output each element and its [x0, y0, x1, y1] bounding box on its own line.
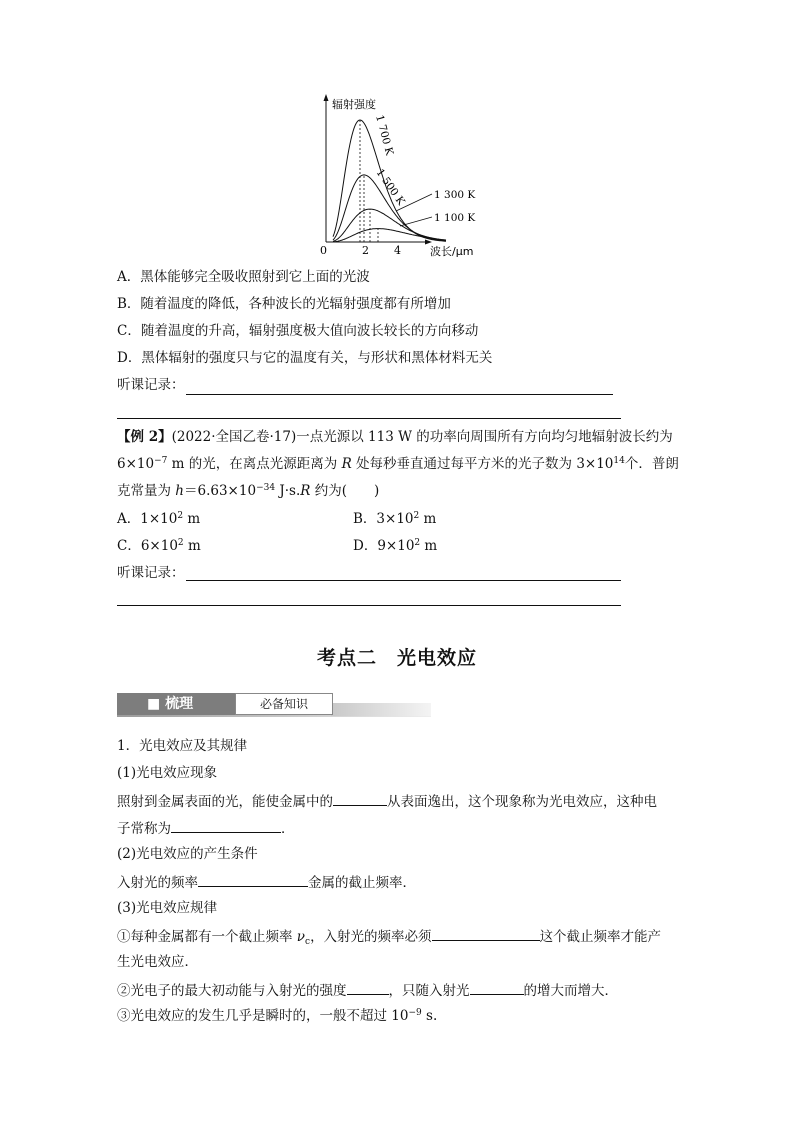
- y-axis-label: 辐射强度: [332, 98, 376, 111]
- ex2-notes-label: 听课记录：: [117, 565, 185, 581]
- ex2-option-b-exp: 2: [413, 511, 420, 521]
- ex2-option-d-exp: 2: [414, 538, 421, 548]
- tag-review: [117, 693, 235, 715]
- ex2-exp-1: −7: [154, 456, 168, 466]
- ex2-exp-2: 14: [613, 456, 625, 466]
- ex2-option-a-unit: m: [183, 511, 201, 527]
- blank-4[interactable]: [432, 926, 540, 941]
- tag-fade: [331, 703, 431, 716]
- ex2-line-1: [117, 428, 673, 446]
- ex2-text-1: (2022·全国乙卷·17)一点光源以 113 W 的功率向周围所有方向均匀地辐射波长约为: [171, 429, 673, 445]
- x-tick-2: 2: [362, 244, 369, 257]
- ex2-option-b: [353, 510, 436, 528]
- r2-text-c: 的增大而增大．: [523, 983, 618, 999]
- ex2-text-3c: J·s.: [275, 483, 301, 499]
- x-tick-4: 4: [394, 244, 401, 257]
- s2-text-a: 入射光的频率: [117, 875, 198, 891]
- blank-6[interactable]: [470, 980, 524, 995]
- blank-2[interactable]: [171, 818, 281, 833]
- x-tick-0: 0: [320, 244, 327, 257]
- ex2-var-r: R: [341, 456, 352, 472]
- s1-line-1: [117, 791, 657, 811]
- tag-review-label: ■ 梳理: [147, 696, 194, 712]
- r1-text-c: 这个截止频率才能产: [539, 929, 662, 945]
- q1-option-d: D．黑体辐射的强度只与它的温度有关，与形状和黑体材料无关: [117, 350, 493, 366]
- subsection-2-title: (2)光电效应的产生条件: [117, 846, 258, 862]
- s1-text-c: 子常称为: [117, 821, 171, 837]
- q1-notes-line-1[interactable]: [186, 394, 613, 395]
- tag-essential-knowledge: 必备知识: [235, 693, 333, 715]
- r1-nu-sub: c: [305, 937, 311, 947]
- x-axis-arrow: [425, 240, 432, 245]
- ex2-var-r2: R: [300, 483, 311, 499]
- ex2-option-b-unit: m: [419, 511, 437, 527]
- r3-text-b: s.: [421, 1008, 438, 1024]
- ex2-notes-line-1[interactable]: [186, 580, 621, 581]
- ex2-text-2d: 个．普朗: [624, 456, 679, 472]
- q1-option-a: A．黑体能够完全吸收照射到它上面的光波: [117, 269, 370, 285]
- label-1100k: 1 100 K: [434, 212, 476, 224]
- ex2-exp-3: −34: [256, 483, 276, 493]
- ex2-option-d: [353, 537, 437, 555]
- subsection-1-title: (1)光电效应现象: [117, 765, 218, 781]
- ex2-option-a-exp: 2: [177, 511, 184, 521]
- blank-1[interactable]: [333, 791, 387, 806]
- ex2-label: 【例 2】: [117, 429, 172, 445]
- r1-text-b: ，入射光的频率必须: [310, 929, 432, 945]
- leader-1100k: [400, 217, 432, 226]
- ex2-line-3: [117, 482, 379, 500]
- rule-3-line: [117, 1007, 437, 1025]
- r1-text-a: ①每种金属都有一个截止频率: [117, 929, 297, 945]
- label-1700k: 1 700 K: [373, 113, 396, 157]
- ex2-option-d-text: D．9×10: [353, 538, 415, 554]
- blank-5[interactable]: [347, 980, 389, 995]
- ex2-option-c-unit: m: [183, 538, 201, 554]
- r3-exp: −9: [408, 1008, 422, 1018]
- x-axis-label: 波长/μm: [430, 245, 474, 258]
- r2-text-b: ，只随入射光: [388, 983, 470, 999]
- rule-1-line-1: [117, 926, 661, 946]
- s2-line: [117, 872, 416, 892]
- y-axis-arrow: [324, 94, 329, 101]
- blackbody-chart: [300, 90, 500, 260]
- ex2-option-d-unit: m: [420, 538, 438, 554]
- ex2-text-2b: m 的光，在离点光源距离为: [167, 456, 342, 472]
- ex2-text-3d: 约为( ): [310, 483, 380, 499]
- label-1500k: 1 500 K: [373, 166, 408, 208]
- q1-option-c: C．随着温度的升高，辐射强度极大值向波长较长的方向移动: [117, 323, 479, 339]
- label-1300k: 1 300 K: [434, 189, 476, 201]
- section-tag-bar: [117, 693, 431, 717]
- rule-2-line: [117, 980, 618, 1000]
- r1-nu: ν: [296, 929, 306, 945]
- content-heading: 1．光电效应及其规律: [117, 738, 248, 754]
- ex2-option-b-text: B．3×10: [353, 511, 414, 527]
- r3-text-a: ③光电效应的发生几乎是瞬时的，一般不超过 10: [117, 1008, 409, 1024]
- ex2-line-2: [117, 455, 679, 473]
- ex2-option-c: [117, 537, 201, 555]
- s1-text-b: 从表面逸出，这个现象称为光电效应，这种电: [387, 794, 657, 810]
- q1-option-b: B．随着温度的降低，各种波长的光辐射强度都有所增加: [117, 296, 451, 312]
- subsection-3-title: (3)光电效应规律: [117, 900, 218, 916]
- blank-3[interactable]: [198, 872, 308, 887]
- ex2-var-h: h: [175, 483, 184, 499]
- ex2-option-a: [117, 510, 200, 528]
- ex2-text-3b: ＝6.63×10: [184, 483, 257, 499]
- s1-line-2: [117, 818, 295, 838]
- r2-text-a: ②光电子的最大初动能与入射光的强度: [117, 983, 347, 999]
- rule-1-line-2: 生光电效应．: [117, 954, 198, 970]
- ex2-notes-line-2[interactable]: [117, 605, 621, 606]
- q1-notes-label: 听课记录：: [117, 377, 185, 393]
- curve-1100K: [333, 229, 446, 242]
- ex2-text-2c: 处每秒垂直通过每平方米的光子数为 3×10: [351, 456, 614, 472]
- ex2-option-c-text: C．6×10: [117, 538, 178, 554]
- s1-text-a: 照射到金属表面的光，能使金属中的: [117, 794, 333, 810]
- ex2-option-c-exp: 2: [177, 538, 184, 548]
- s1-text-d: ．: [281, 821, 295, 837]
- q1-notes-line-2[interactable]: [117, 418, 621, 419]
- ex2-option-a-text: A．1×10: [117, 511, 178, 527]
- ex2-text-2a: 6×10: [117, 456, 155, 472]
- s2-text-b: 金属的截止频率．: [308, 875, 416, 891]
- ex2-text-3a: 克常量为: [117, 483, 176, 499]
- section-title: 考点二 光电效应: [316, 647, 477, 669]
